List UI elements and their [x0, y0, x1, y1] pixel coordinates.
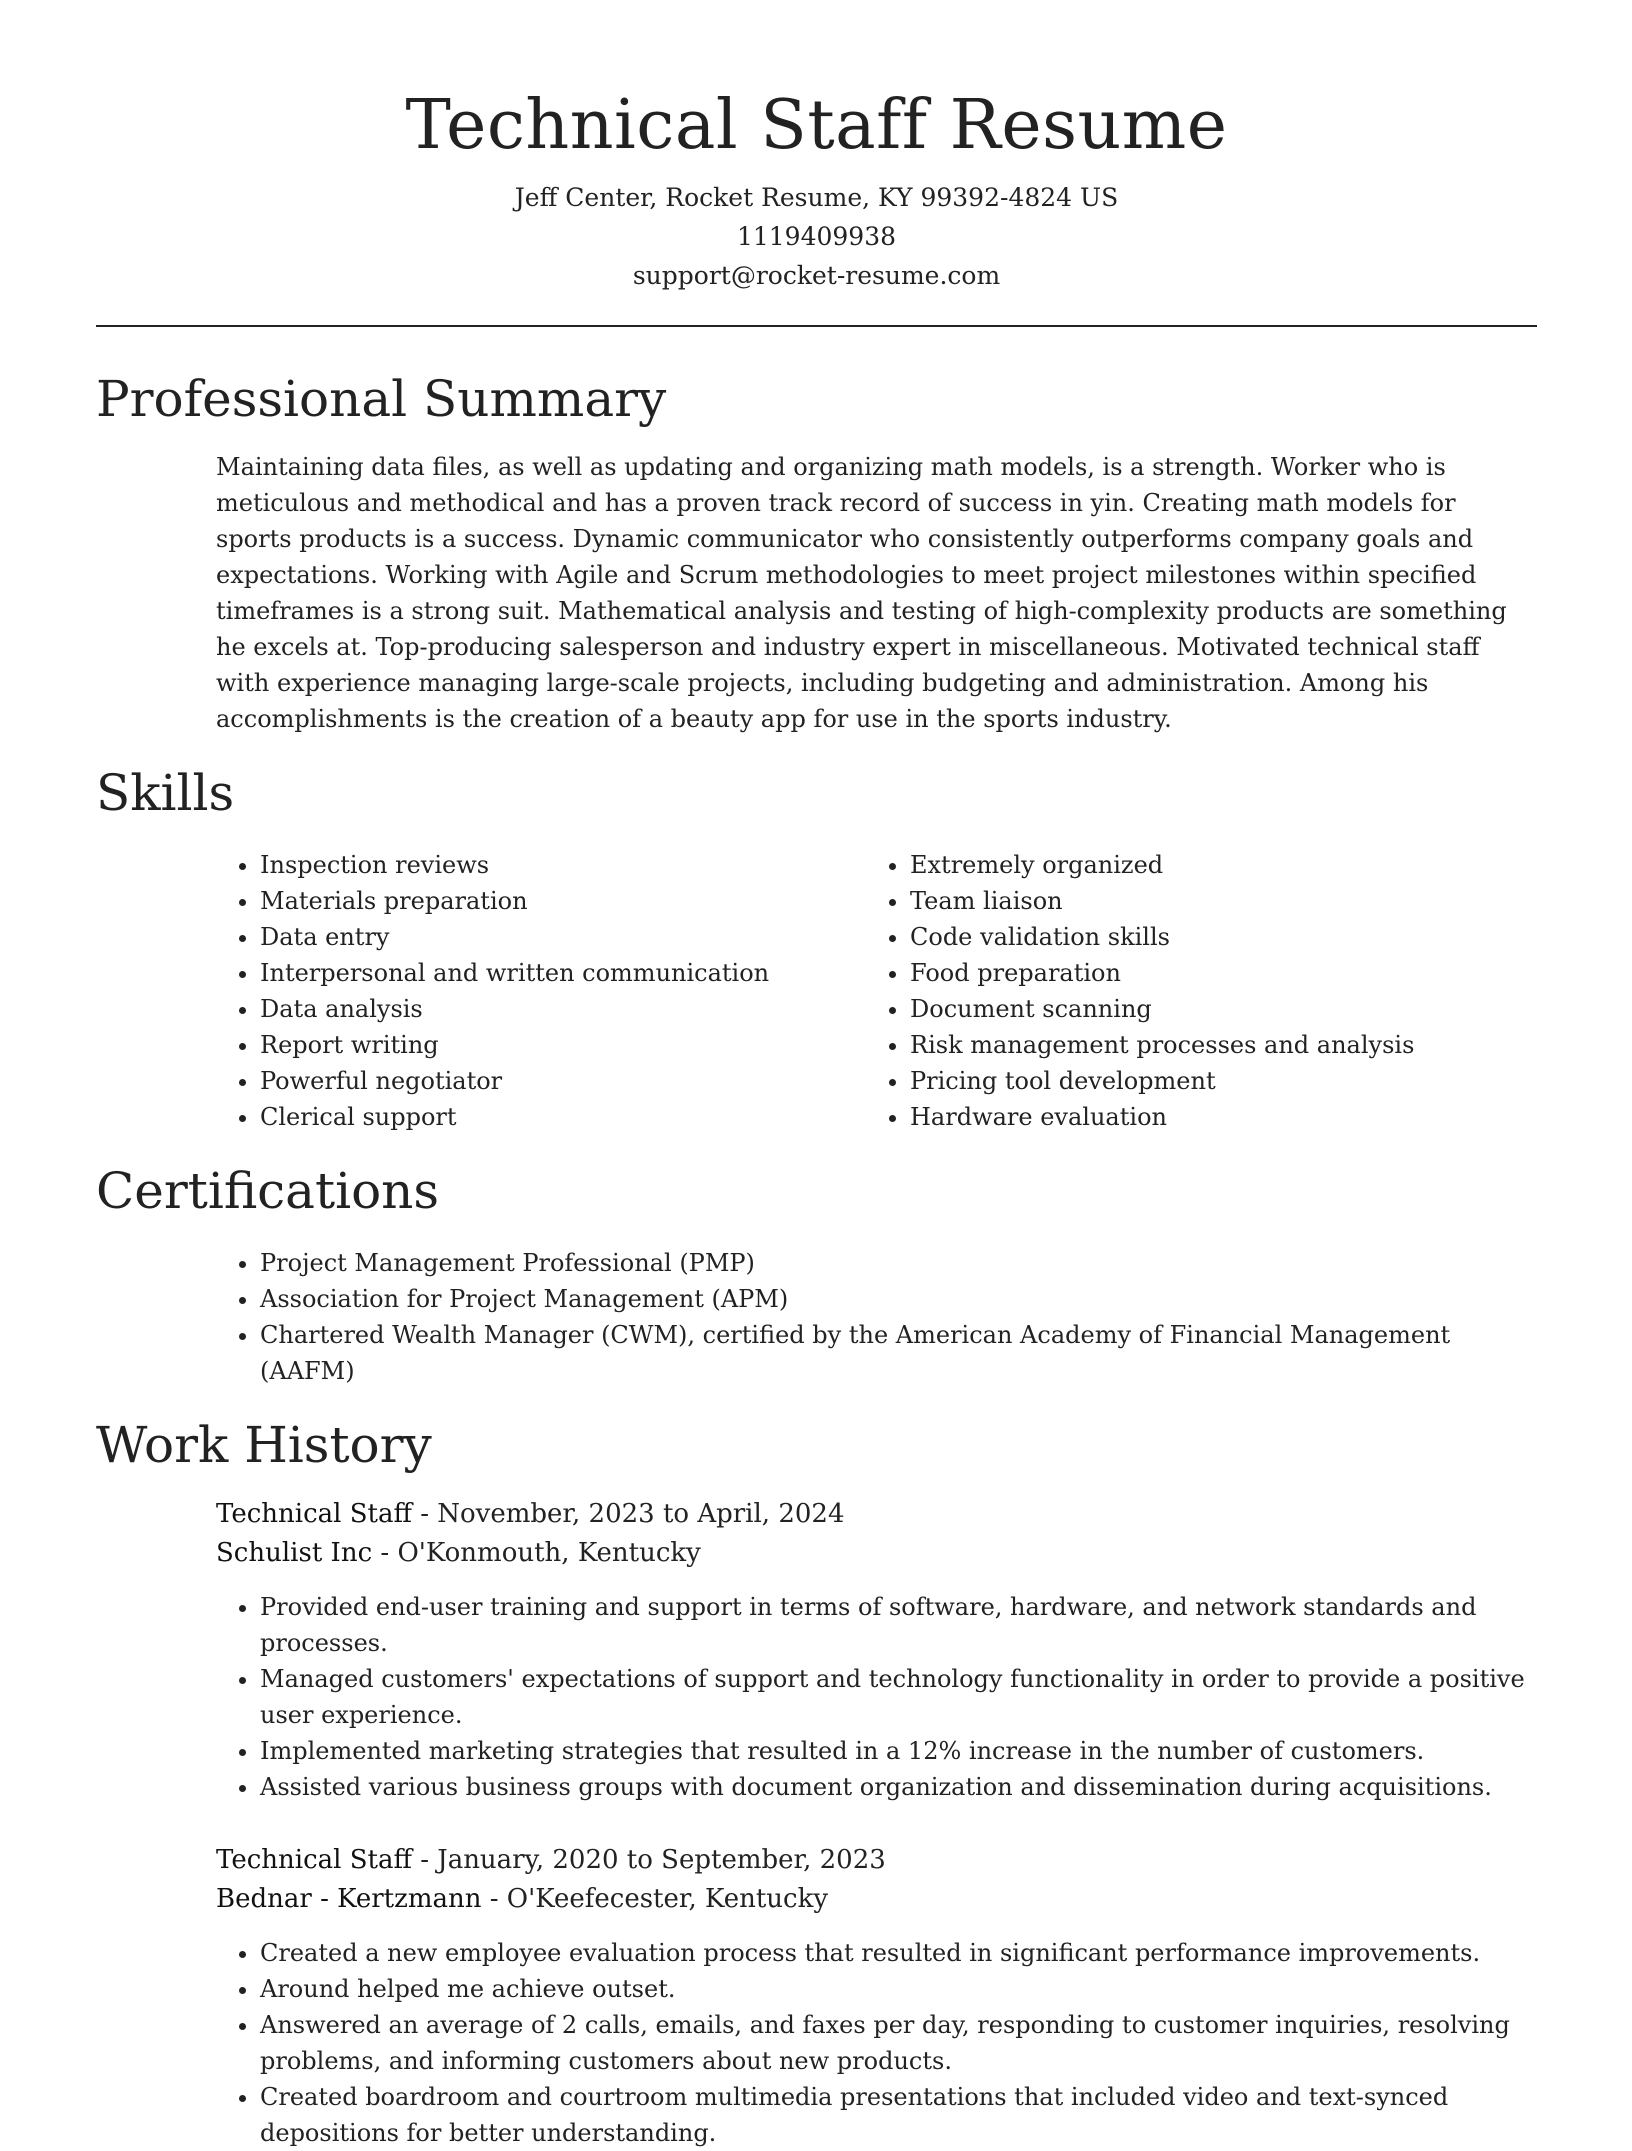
skill-item: • Pricing tool development [910, 1063, 1537, 1099]
job-title-line [216, 1495, 1537, 1534]
certification-item: • Chartered Wealth Manager (CWM), certified by the American Academy of Financial Management (AAFM) [260, 1317, 1537, 1389]
certifications-block [96, 1245, 1537, 1389]
skill-item: • Team liaison [910, 883, 1537, 919]
job-bullet: • Assisted various business groups with document organization and dissemination during acquisitions. [260, 1769, 1537, 1805]
summary-section [96, 367, 1537, 737]
skills-list-left [216, 847, 866, 1135]
job-bullets [216, 1589, 1537, 1805]
skills-grid [96, 847, 1537, 1135]
job-entry [96, 1841, 1537, 2151]
certifications-list [216, 1245, 1537, 1389]
job-bullet: • Managed customers' expectations of support and technology functionality in order to provide a positive user experience. [260, 1661, 1537, 1733]
job-bullets [216, 1935, 1537, 2151]
skill-item: • Clerical support [260, 1099, 866, 1135]
job-bullet: • Provided end-user training and support in terms of software, hardware, and network standards and processes. [260, 1589, 1537, 1661]
job-company: Schulist Inc [216, 1538, 373, 1568]
job-dates: - January, 2020 to September, 2023 [411, 1845, 886, 1875]
job-title: Technical Staff [216, 1845, 412, 1875]
work-history-section [96, 1413, 1537, 2151]
job-dates: - November, 2023 to April, 2024 [411, 1499, 845, 1529]
skill-item: • Hardware evaluation [910, 1099, 1537, 1135]
job-bullet: • Created a new employee evaluation process that resulted in significant performance improvements. [260, 1935, 1537, 1971]
job-location: - O'Konmouth, Kentucky [372, 1538, 701, 1568]
job-title: Technical Staff [216, 1499, 412, 1529]
job-company-line [216, 1534, 1537, 1573]
certifications-section [96, 1159, 1537, 1389]
skill-item: • Document scanning [910, 991, 1537, 1027]
resume-header [96, 0, 1537, 327]
summary-heading: Professional Summary [96, 370, 667, 428]
job-entry [96, 1495, 1537, 1805]
skill-item: • Data analysis [260, 991, 866, 1027]
skill-item: • Inspection reviews [260, 847, 866, 883]
job-company: Bednar - Kertzmann [216, 1884, 482, 1914]
skill-item: • Report writing [260, 1027, 866, 1063]
skill-item: • Powerful negotiator [260, 1063, 866, 1099]
summary-text: Maintaining data files, as well as updating and organizing math models, is a strength. Worker who is meticulous and methodical and has a proven track record of success in yin. Creating math models for sports products is a success. Dynamic communicator who consistently outperforms company goals and expectations. Working with Agile and Scrum methodologies to meet project milestones within specified timeframes is a strong suit. Mathematical analysis and testing of high-complexity products are something he excels at. Top-producing salesperson and industry expert in miscellaneous. Motivated technical staff with experience managing large-scale projects, including budgeting and administration. Among his accomplishments is the creation of a beauty app for use in the sports industry. [216, 453, 1507, 733]
contact-block [96, 178, 1537, 295]
skills-list-right [866, 847, 1537, 1135]
job-bullet: • Answered an average of 2 calls, emails, and faxes per day, responding to customer inquiries, resolving problems, and informing customers about new products. [260, 2007, 1537, 2079]
contact-phone: 1119409938 [736, 222, 897, 251]
skill-item: • Extremely organized [910, 847, 1537, 883]
job-location: - O'Keefecester, Kentucky [481, 1884, 829, 1914]
skills-section [96, 761, 1537, 1135]
header-divider [96, 325, 1537, 327]
skill-item: • Interpersonal and written communication [260, 955, 866, 991]
contact-email: support@rocket-resume.com [632, 261, 1001, 290]
skill-item: • Risk management processes and analysis [910, 1027, 1537, 1063]
job-title-line [216, 1841, 1537, 1880]
job-company-line [216, 1880, 1537, 1919]
contact-address: Jeff Center, Rocket Resume, KY 99392-4824 US [514, 183, 1119, 212]
skill-item: • Materials preparation [260, 883, 866, 919]
job-bullet: • Created boardroom and courtroom multimedia presentations that included video and text-synced depositions for better understanding. [260, 2079, 1537, 2151]
resume-title: Technical Staff Resume [405, 86, 1228, 165]
certification-item: • Association for Project Management (APM) [260, 1281, 1537, 1317]
skills-heading: Skills [96, 764, 235, 822]
certifications-heading: Certifications [96, 1162, 440, 1220]
skill-item: • Food preparation [910, 955, 1537, 991]
certification-item: • Project Management Professional (PMP) [260, 1245, 1537, 1281]
skill-item: • Code validation skills [910, 919, 1537, 955]
job-bullet: • Implemented marketing strategies that resulted in a 12% increase in the number of customers. [260, 1733, 1537, 1769]
skill-item: • Data entry [260, 919, 866, 955]
job-bullet: • Around helped me achieve outset. [260, 1971, 1537, 2007]
work-history-heading: Work History [96, 1416, 432, 1474]
